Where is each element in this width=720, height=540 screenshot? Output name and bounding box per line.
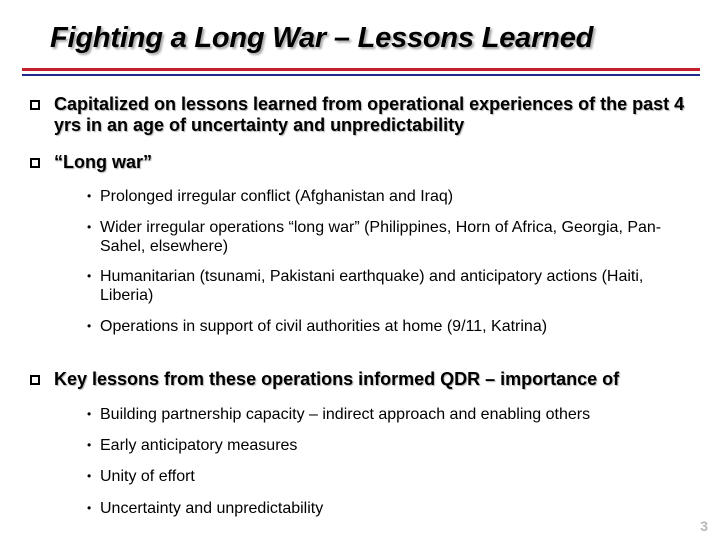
checkbox-bullet-icon <box>30 100 40 110</box>
checkbox-bullet-icon <box>30 375 40 385</box>
main-bullet-text: “Long war” <box>54 152 152 172</box>
sub-bullet-text: Building partnership capacity – indirect approach and enabling others <box>100 406 591 423</box>
sub-bullet-text: Uncertainty and unpredictability <box>100 500 324 517</box>
sub-bullet-text: Operations in support of civil authorities at home (9/11, Katrina) <box>100 318 548 335</box>
sub-bullet <box>87 317 687 336</box>
sub-bullet-text: Unity of effort <box>100 468 195 485</box>
main-bullet <box>30 152 694 173</box>
sub-bullet <box>87 499 687 518</box>
bullet-dot-icon: • <box>87 407 92 421</box>
sub-bullet-text: Wider irregular operations “long war” (Philippines, Horn of Africa, Georgia, Pan-Sahel, elsewhere) <box>100 219 662 255</box>
sub-bullet <box>87 187 687 206</box>
sub-bullet-text: Humanitarian (tsunami, Pakistani earthquake) and anticipatory actions (Haiti, Liberia) <box>100 268 644 304</box>
title-divider-red <box>22 68 700 71</box>
main-bullet <box>30 94 694 136</box>
sub-bullet <box>87 467 687 486</box>
sub-bullet <box>87 405 687 424</box>
bullet-dot-icon: • <box>87 438 92 452</box>
sub-bullet <box>87 267 687 305</box>
bullet-dot-icon: • <box>87 469 92 483</box>
main-bullet-text: Key lessons from these operations informed QDR – importance of <box>54 369 620 389</box>
bullet-dot-icon: • <box>87 269 92 283</box>
bullet-dot-icon: • <box>87 319 92 333</box>
sub-bullet-text: Early anticipatory measures <box>100 437 298 454</box>
bullet-dot-icon: • <box>87 501 92 515</box>
page-number: 3 <box>700 518 708 534</box>
title-divider-blue <box>22 74 700 76</box>
bullet-dot-icon: • <box>87 220 92 234</box>
sub-bullet <box>87 218 687 256</box>
main-bullet <box>30 369 694 390</box>
slide-title: Fighting a Long War – Lessons Learned <box>50 22 594 54</box>
bullet-dot-icon: • <box>87 189 92 203</box>
main-bullet-text: Capitalized on lessons learned from operational experiences of the past 4 yrs in an age of uncertainty and unpredictability <box>54 94 685 135</box>
checkbox-bullet-icon <box>30 158 40 168</box>
sub-bullet-text: Prolonged irregular conflict (Afghanistan and Iraq) <box>100 188 454 205</box>
sub-bullet <box>87 436 687 455</box>
